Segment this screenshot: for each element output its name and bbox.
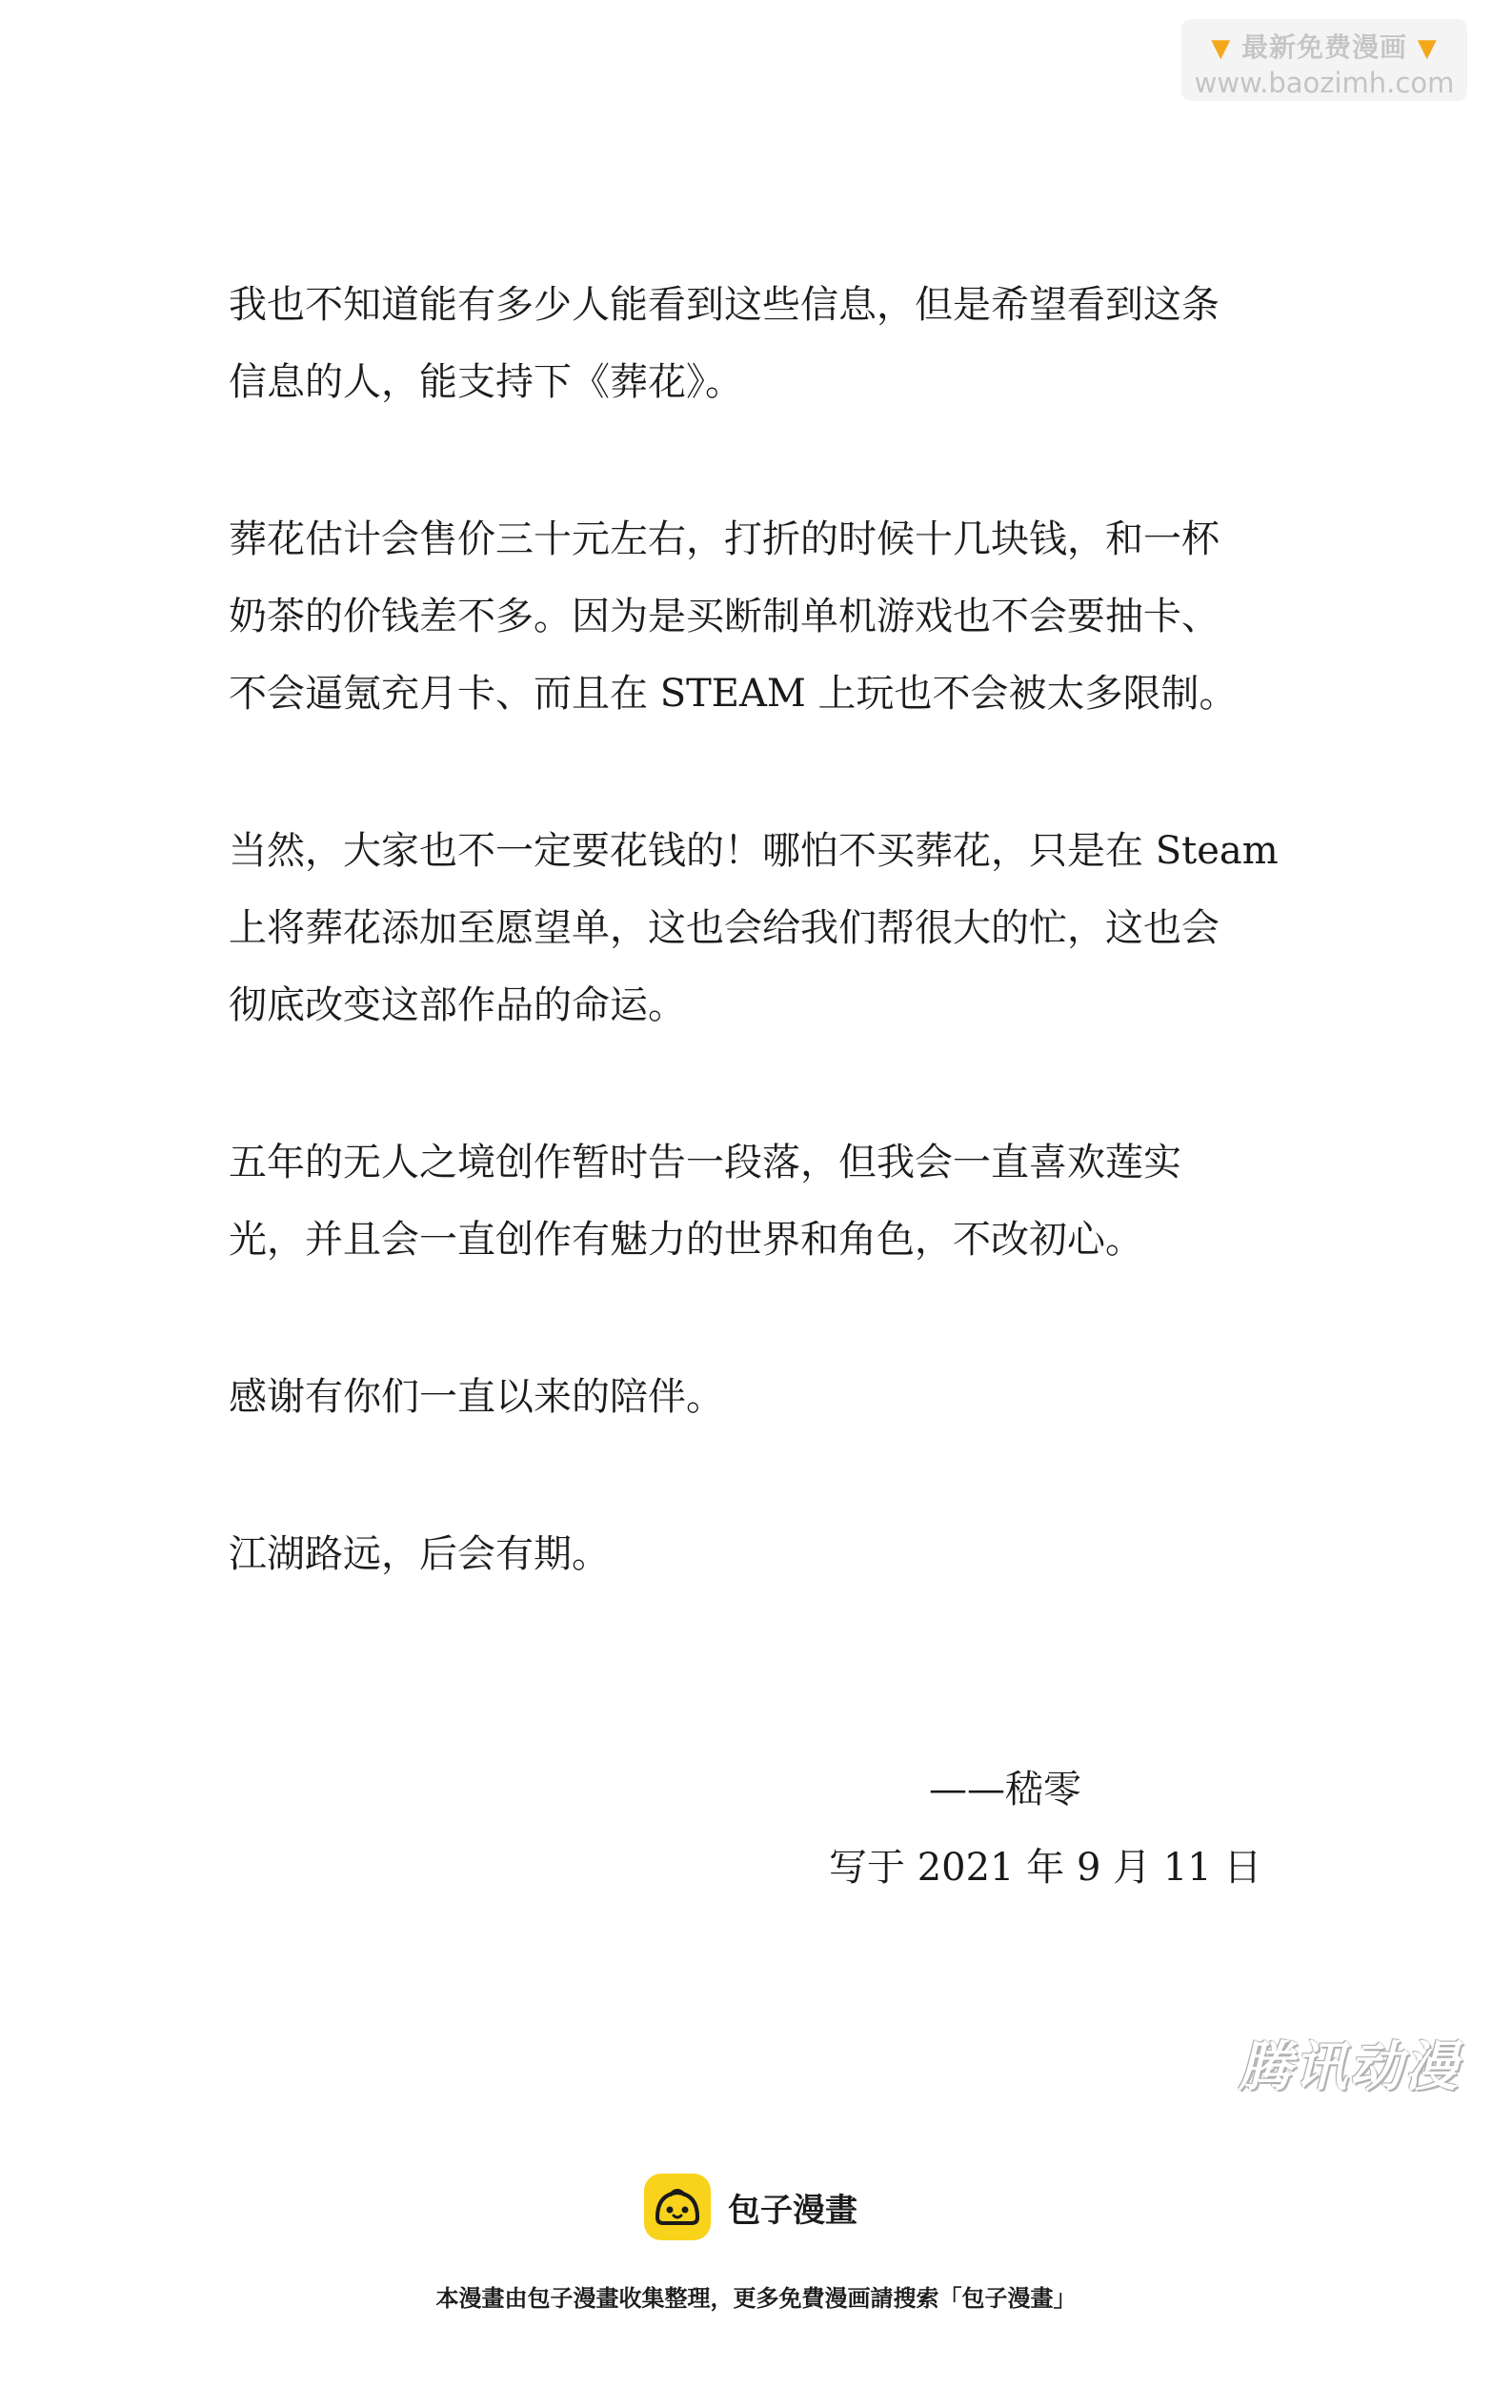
- tencent-comic-watermark: 腾讯动漫: [1239, 2036, 1460, 2098]
- letter-paragraph: 葬花估计会售价三十元左右，打折的时候十几块钱，和一杯 奶茶的价钱差不多。因为是买断制单机游戏也不会要抽卡、 不会逼氪充月卡、而且在 STEAM 上玩也不会被太多限制。: [229, 517, 1238, 716]
- letter-paragraph: 江湖路远，后会有期。: [229, 1532, 610, 1576]
- pointing-down-hand-icon: ▼: [1417, 34, 1438, 63]
- watermark-title: 最新免费漫画: [1240, 31, 1407, 63]
- letter-paragraph: 五年的无人之境创作暂时告一段落，但我会一直喜欢莲实 光，并且会一直创作有魅力的世界和角色，不改初心。: [229, 1141, 1181, 1262]
- pointing-down-hand-icon: ▼: [1211, 34, 1232, 63]
- letter-date: 写于 2021 年 9 月 11 日: [829, 1846, 1262, 1890]
- letter-signature: ——嵇零: [929, 1768, 1081, 1811]
- letter-paragraph: 感谢有你们一直以来的陪伴。: [229, 1375, 724, 1419]
- letter-body: [229, 267, 1281, 1673]
- watermark-title-row: [1181, 27, 1467, 65]
- bun-logo-icon: [644, 2174, 711, 2240]
- letter-paragraph: 我也不知道能有多少人能看到这些信息，但是希望看到这条 信息的人，能支持下《葬花》。: [229, 283, 1220, 404]
- letter-paragraph: 当然，大家也不一定要花钱的！哪怕不买葬花，只是在 Steam 上将葬花添加至愿望单，这也会给我们帮很大的忙，这也会 彻底改变这部作品的命运。: [229, 829, 1279, 1027]
- footer-brand[interactable]: [644, 2173, 857, 2241]
- site-watermark: [1181, 19, 1467, 101]
- watermark-url: www.baozimh.com: [1194, 67, 1455, 99]
- brand-name: 包子漫畫: [728, 2191, 857, 2230]
- footer-note: 本漫畫由包子漫畫收集整理，更多免費漫画請搜索「包子漫畫」: [435, 2285, 1077, 2312]
